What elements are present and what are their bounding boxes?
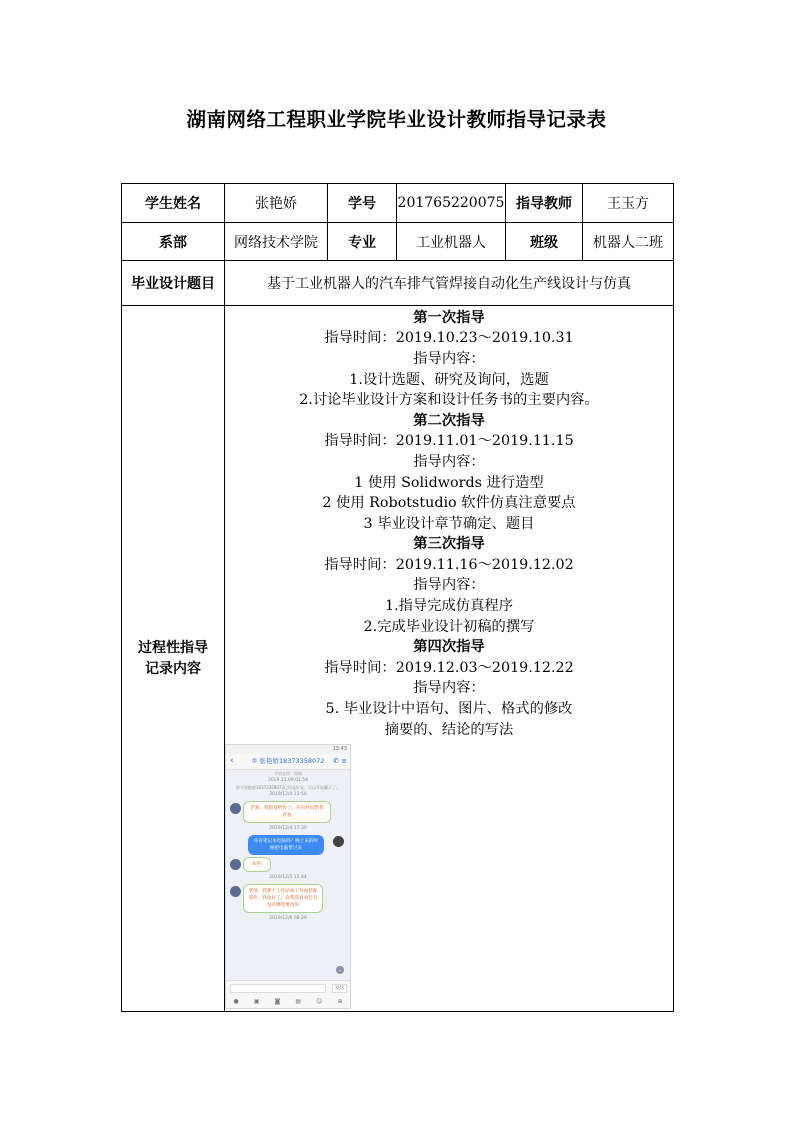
session-item: 2.讨论毕业设计方案和设计任务书的主要内容。 [299, 392, 599, 409]
session-heading: 第三次指导 [413, 536, 485, 553]
send-button[interactable]: 发送 [332, 984, 347, 993]
student-name-label: 学生姓名 [122, 184, 225, 223]
chat-input-bar [226, 980, 350, 994]
session-item: 2 使用 Robotstudio 软件仿真注意要点 [322, 495, 576, 512]
record-label [122, 306, 225, 1012]
session-content-label: 指导内容： [413, 453, 485, 470]
record-label-line1: 过程性指导 [138, 639, 208, 656]
info-row-2 [122, 223, 674, 261]
record-label-line2: 记录内容 [145, 660, 201, 677]
session-heading: 第二次指导 [413, 412, 485, 429]
chat-time-3: 2019/12/4 17:30 [269, 826, 307, 832]
dept-value: 网络技术学院 [225, 223, 328, 261]
phone-status-bar: 13:43 [226, 745, 350, 754]
class-label: 班级 [506, 223, 583, 261]
teacher-label: 指导教师 [506, 184, 583, 223]
sessions-list [225, 308, 673, 740]
major-value: 工业机器人 [397, 223, 506, 261]
back-icon: ‹ [230, 756, 234, 767]
session-time: 指导时间：2019.12.03～2019.12.22 [324, 659, 574, 676]
info-row-1 [122, 184, 674, 223]
session-item: 1.设计选题、研究及询问，选题 [349, 371, 549, 388]
phone-icon: ✆ [333, 757, 339, 766]
record-table [121, 183, 674, 1012]
session-item: 3 毕业设计章节确定、题目 [363, 515, 535, 532]
session-heading: 第四次指导 [413, 639, 485, 656]
session-item: 摘要的、结论的写法 [384, 721, 514, 738]
teacher-name: 王玉方 [583, 184, 674, 223]
chat-time-5: 2019/12/6 08:29 [269, 916, 307, 922]
record-content [225, 306, 674, 1012]
image-icon[interactable]: ▣ [253, 997, 260, 1005]
message-bubble: 老师，我把发给你了，你有时间帮我看看 [243, 801, 331, 823]
record-row [122, 306, 674, 1012]
session-item: 1 使用 Solidwords 进行造型 [354, 474, 544, 491]
session-item: 1.指导完成仿真程序 [384, 598, 513, 615]
avatar [230, 859, 241, 870]
major-label: 专业 [328, 223, 397, 261]
file-icon[interactable]: ▤ [295, 997, 302, 1005]
avatar [230, 803, 241, 814]
session-content-label: 指导内容： [413, 350, 485, 367]
scroll-down-icon[interactable]: ⌄ [337, 967, 343, 974]
session-time: 指导时间：2019.11.01～2019.11.15 [324, 433, 574, 450]
chat-input[interactable] [230, 984, 326, 993]
chat-toolbar [226, 994, 350, 1008]
session-time: 指导时间：2019.11.16～2019.12.02 [324, 556, 574, 573]
chat-header [226, 754, 350, 770]
session-content-label: 指导内容： [413, 577, 485, 594]
message-bubble: 好的 [243, 857, 271, 872]
session-content-label: 指导内容： [413, 680, 485, 697]
message-bubble: 老师，我那个工作站加了外面装配零件，我改好了，你帮我看看还有没有哪里要改的 [243, 884, 323, 913]
mic-icon[interactable]: ● [233, 997, 239, 1005]
message-row [226, 884, 350, 913]
emoji-icon[interactable]: ☺ [316, 997, 323, 1005]
system-message: 你与张艳娇18373358072已经是好友，可以开始聊天了。 [236, 785, 340, 791]
student-id: 201765220075 [397, 184, 506, 223]
avatar [230, 886, 241, 897]
session-item: 5. 毕业设计中语句、图片、格式的修改 [325, 701, 573, 718]
topic-value: 基于工业机器人的汽车排气管焊接自动化生产线设计与仿真 [225, 261, 674, 306]
message-row [226, 857, 350, 872]
message-row [226, 835, 350, 855]
chat-contact: ② 张艳娇18373358072 [251, 757, 325, 766]
plus-icon[interactable]: ⊕ [337, 997, 343, 1005]
topic-label: 毕业设计题目 [122, 261, 225, 306]
message-row [226, 801, 350, 823]
chat-time-2: 2019/12/4 13:50 [269, 792, 307, 798]
avatar [333, 836, 344, 847]
camera-icon[interactable]: ◙ [274, 997, 281, 1005]
student-name: 张艳娇 [225, 184, 328, 223]
dept-label: 系部 [122, 223, 225, 261]
chat-time-1: 2019.11.09.01.54 [267, 778, 309, 784]
chat-time-4: 2019/12/5 15:44 [269, 875, 307, 881]
student-id-label: 学号 [328, 184, 397, 223]
message-bubble: 你有笔记本电脑吗？晚上来的时候把电脑带过来 [248, 835, 324, 855]
session-time: 指导时间：2019.10.23～2019.10.31 [324, 330, 574, 347]
chat-screenshot [225, 744, 351, 1009]
session-item: 2.完成毕业设计初稿的撰写 [363, 618, 535, 635]
chat-subtitle: 手机在线 · 刚刚 [274, 771, 302, 777]
class-value: 机器人二班 [583, 223, 674, 261]
session-heading: 第一次指导 [413, 309, 485, 326]
topic-row [122, 261, 674, 306]
menu-icon: ≡ [341, 757, 347, 766]
page-title: 湖南网络工程职业学院毕业设计教师指导记录表 [186, 108, 607, 131]
